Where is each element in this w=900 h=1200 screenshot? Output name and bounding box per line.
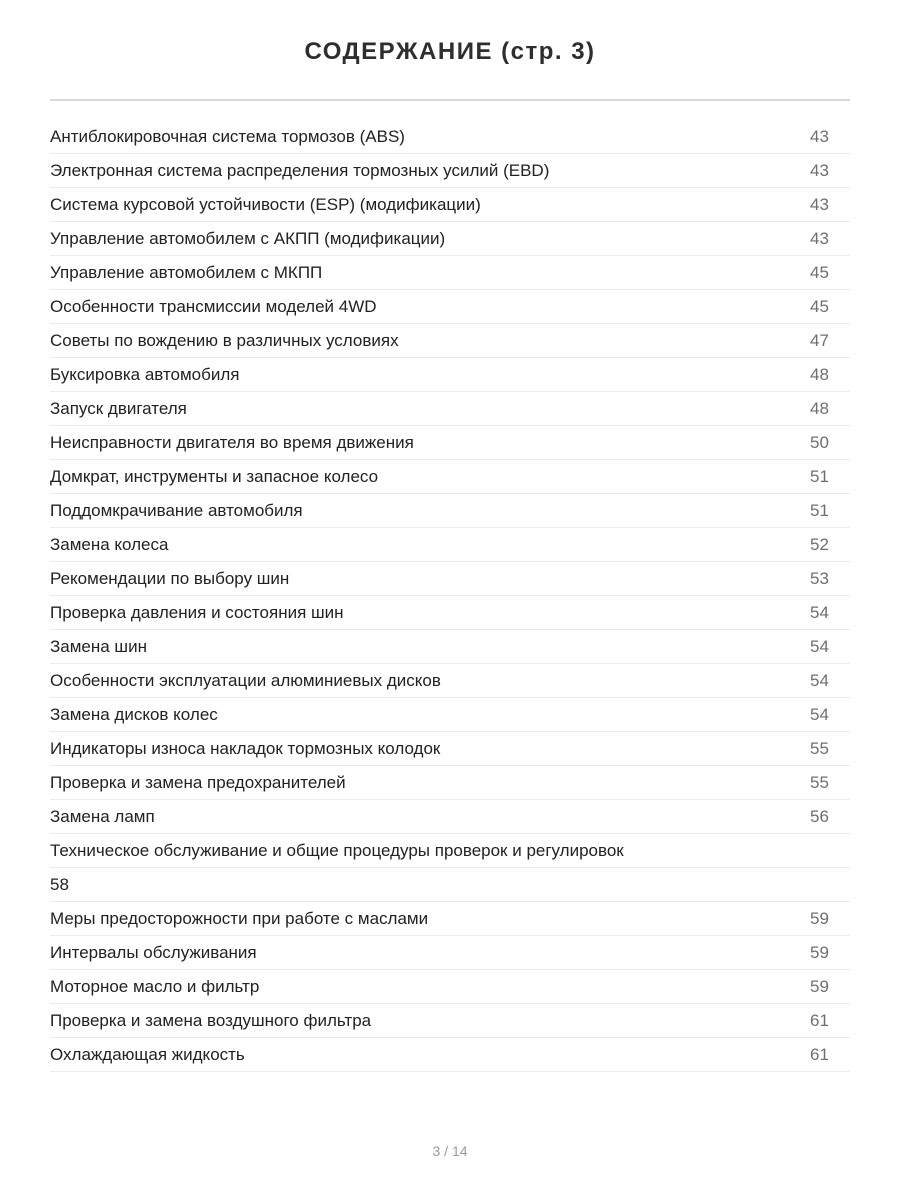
toc-entry-page: 45: [810, 262, 829, 282]
toc-entry[interactable]: [50, 460, 850, 494]
toc-entry-page: 56: [810, 806, 829, 826]
toc-entry-label: Замена шин: [50, 636, 147, 656]
toc-entry[interactable]: [50, 902, 850, 936]
page-title: СОДЕРЖАНИЕ (стр. 3): [304, 38, 596, 65]
toc-entry-label: Электронная система распределения тормозных усилий (EBD): [50, 160, 550, 180]
toc-entry-label: Буксировка автомобиля: [50, 364, 240, 384]
toc-entry-page: 43: [810, 126, 829, 146]
toc-entry[interactable]: [50, 222, 850, 256]
toc-entry-label: Проверка давления и состояния шин: [50, 602, 344, 622]
toc-entry[interactable]: [50, 732, 850, 766]
toc-entry-page: 50: [810, 432, 829, 452]
toc-entry-page: 54: [810, 670, 829, 690]
toc-entry-label: Рекомендации по выбору шин: [50, 568, 290, 588]
toc-entry-page: 61: [810, 1044, 829, 1064]
toc-entry-page: 51: [810, 500, 829, 520]
toc-entry-label: Особенности трансмиссии моделей 4WD: [50, 296, 377, 316]
toc-entry-page: 54: [810, 636, 829, 656]
toc-entry[interactable]: [50, 1038, 850, 1072]
toc-entry-label: Моторное масло и фильтр: [50, 976, 260, 996]
toc-entry-label: Домкрат, инструменты и запасное колесо: [50, 466, 379, 486]
toc-entry[interactable]: [50, 256, 850, 290]
table-of-contents: [50, 120, 850, 1072]
toc-entry-label: Антиблокировочная система тормозов (ABS): [50, 126, 405, 146]
toc-entry[interactable]: [50, 528, 850, 562]
toc-entry-page: 61: [810, 1010, 829, 1030]
toc-entry-page: 51: [810, 466, 829, 486]
toc-entry-label: Управление автомобилем с АКПП (модификации): [50, 228, 446, 248]
toc-entry-page: 47: [810, 330, 829, 350]
toc-entry-page: 55: [810, 738, 829, 758]
toc-entry-overflow[interactable]: [50, 868, 850, 902]
title-divider: [50, 99, 850, 101]
toc-entry[interactable]: [50, 120, 850, 154]
toc-entry-label: Замена дисков колес: [50, 704, 218, 724]
toc-entry-page: 55: [810, 772, 829, 792]
toc-entry-label: Особенности эксплуатации алюминиевых дисков: [50, 670, 441, 690]
toc-entry-page: 48: [810, 398, 829, 418]
toc-entry-page: 45: [810, 296, 829, 316]
toc-entry[interactable]: [50, 766, 850, 800]
toc-entry-label: Система курсовой устойчивости (ESP) (модификации): [50, 194, 481, 214]
toc-entry-label: Охлаждающая жидкость: [50, 1044, 245, 1064]
toc-entry-page: 43: [810, 228, 829, 248]
toc-entry[interactable]: [50, 188, 850, 222]
toc-entry-label: Проверка и замена предохранителей: [50, 772, 346, 792]
toc-entry-page: 54: [810, 704, 829, 724]
toc-entry-label: Интервалы обслуживания: [50, 942, 257, 962]
toc-entry-page: 59: [810, 976, 829, 996]
toc-entry-label: Проверка и замена воздушного фильтра: [50, 1010, 372, 1030]
toc-entry[interactable]: [50, 324, 850, 358]
toc-entry[interactable]: [50, 426, 850, 460]
toc-entry[interactable]: [50, 358, 850, 392]
toc-entry-label: Меры предосторожности при работе с маслами: [50, 908, 429, 928]
toc-entry[interactable]: [50, 290, 850, 324]
toc-entry[interactable]: [50, 834, 850, 868]
toc-entry[interactable]: [50, 562, 850, 596]
toc-entry[interactable]: [50, 664, 850, 698]
page-number: 3 / 14: [432, 1143, 468, 1159]
toc-entry-label: Замена колеса: [50, 534, 169, 554]
toc-entry-page: 53: [810, 568, 829, 588]
toc-entry-label: Управление автомобилем с МКПП: [50, 262, 323, 282]
toc-entry[interactable]: [50, 698, 850, 732]
toc-entry-page: 52: [810, 534, 829, 554]
toc-entry-label: Запуск двигателя: [50, 398, 187, 418]
toc-entry[interactable]: [50, 970, 850, 1004]
toc-entry-label: Индикаторы износа накладок тормозных колодок: [50, 738, 441, 758]
toc-entry-label: Техническое обслуживание и общие процедуры проверок и регулировок: [50, 840, 624, 860]
toc-entry[interactable]: [50, 936, 850, 970]
toc-entry-page: 43: [810, 194, 829, 214]
toc-entry-label: Замена ламп: [50, 806, 155, 826]
toc-entry[interactable]: [50, 630, 850, 664]
toc-entry-page: 58: [50, 874, 69, 894]
toc-entry-page: 48: [810, 364, 829, 384]
toc-entry-label: Поддомкрачивание автомобиля: [50, 500, 303, 520]
toc-entry-page: 54: [810, 602, 829, 622]
toc-entry[interactable]: [50, 392, 850, 426]
toc-entry[interactable]: [50, 800, 850, 834]
toc-entry-page: 43: [810, 160, 829, 180]
toc-entry[interactable]: [50, 494, 850, 528]
toc-entry-label: Советы по вождению в различных условиях: [50, 330, 399, 350]
toc-entry[interactable]: [50, 1004, 850, 1038]
toc-entry-label: Неисправности двигателя во время движения: [50, 432, 414, 452]
toc-entry-page: 59: [810, 942, 829, 962]
toc-entry[interactable]: [50, 596, 850, 630]
toc-entry[interactable]: [50, 154, 850, 188]
toc-entry-page: 59: [810, 908, 829, 928]
